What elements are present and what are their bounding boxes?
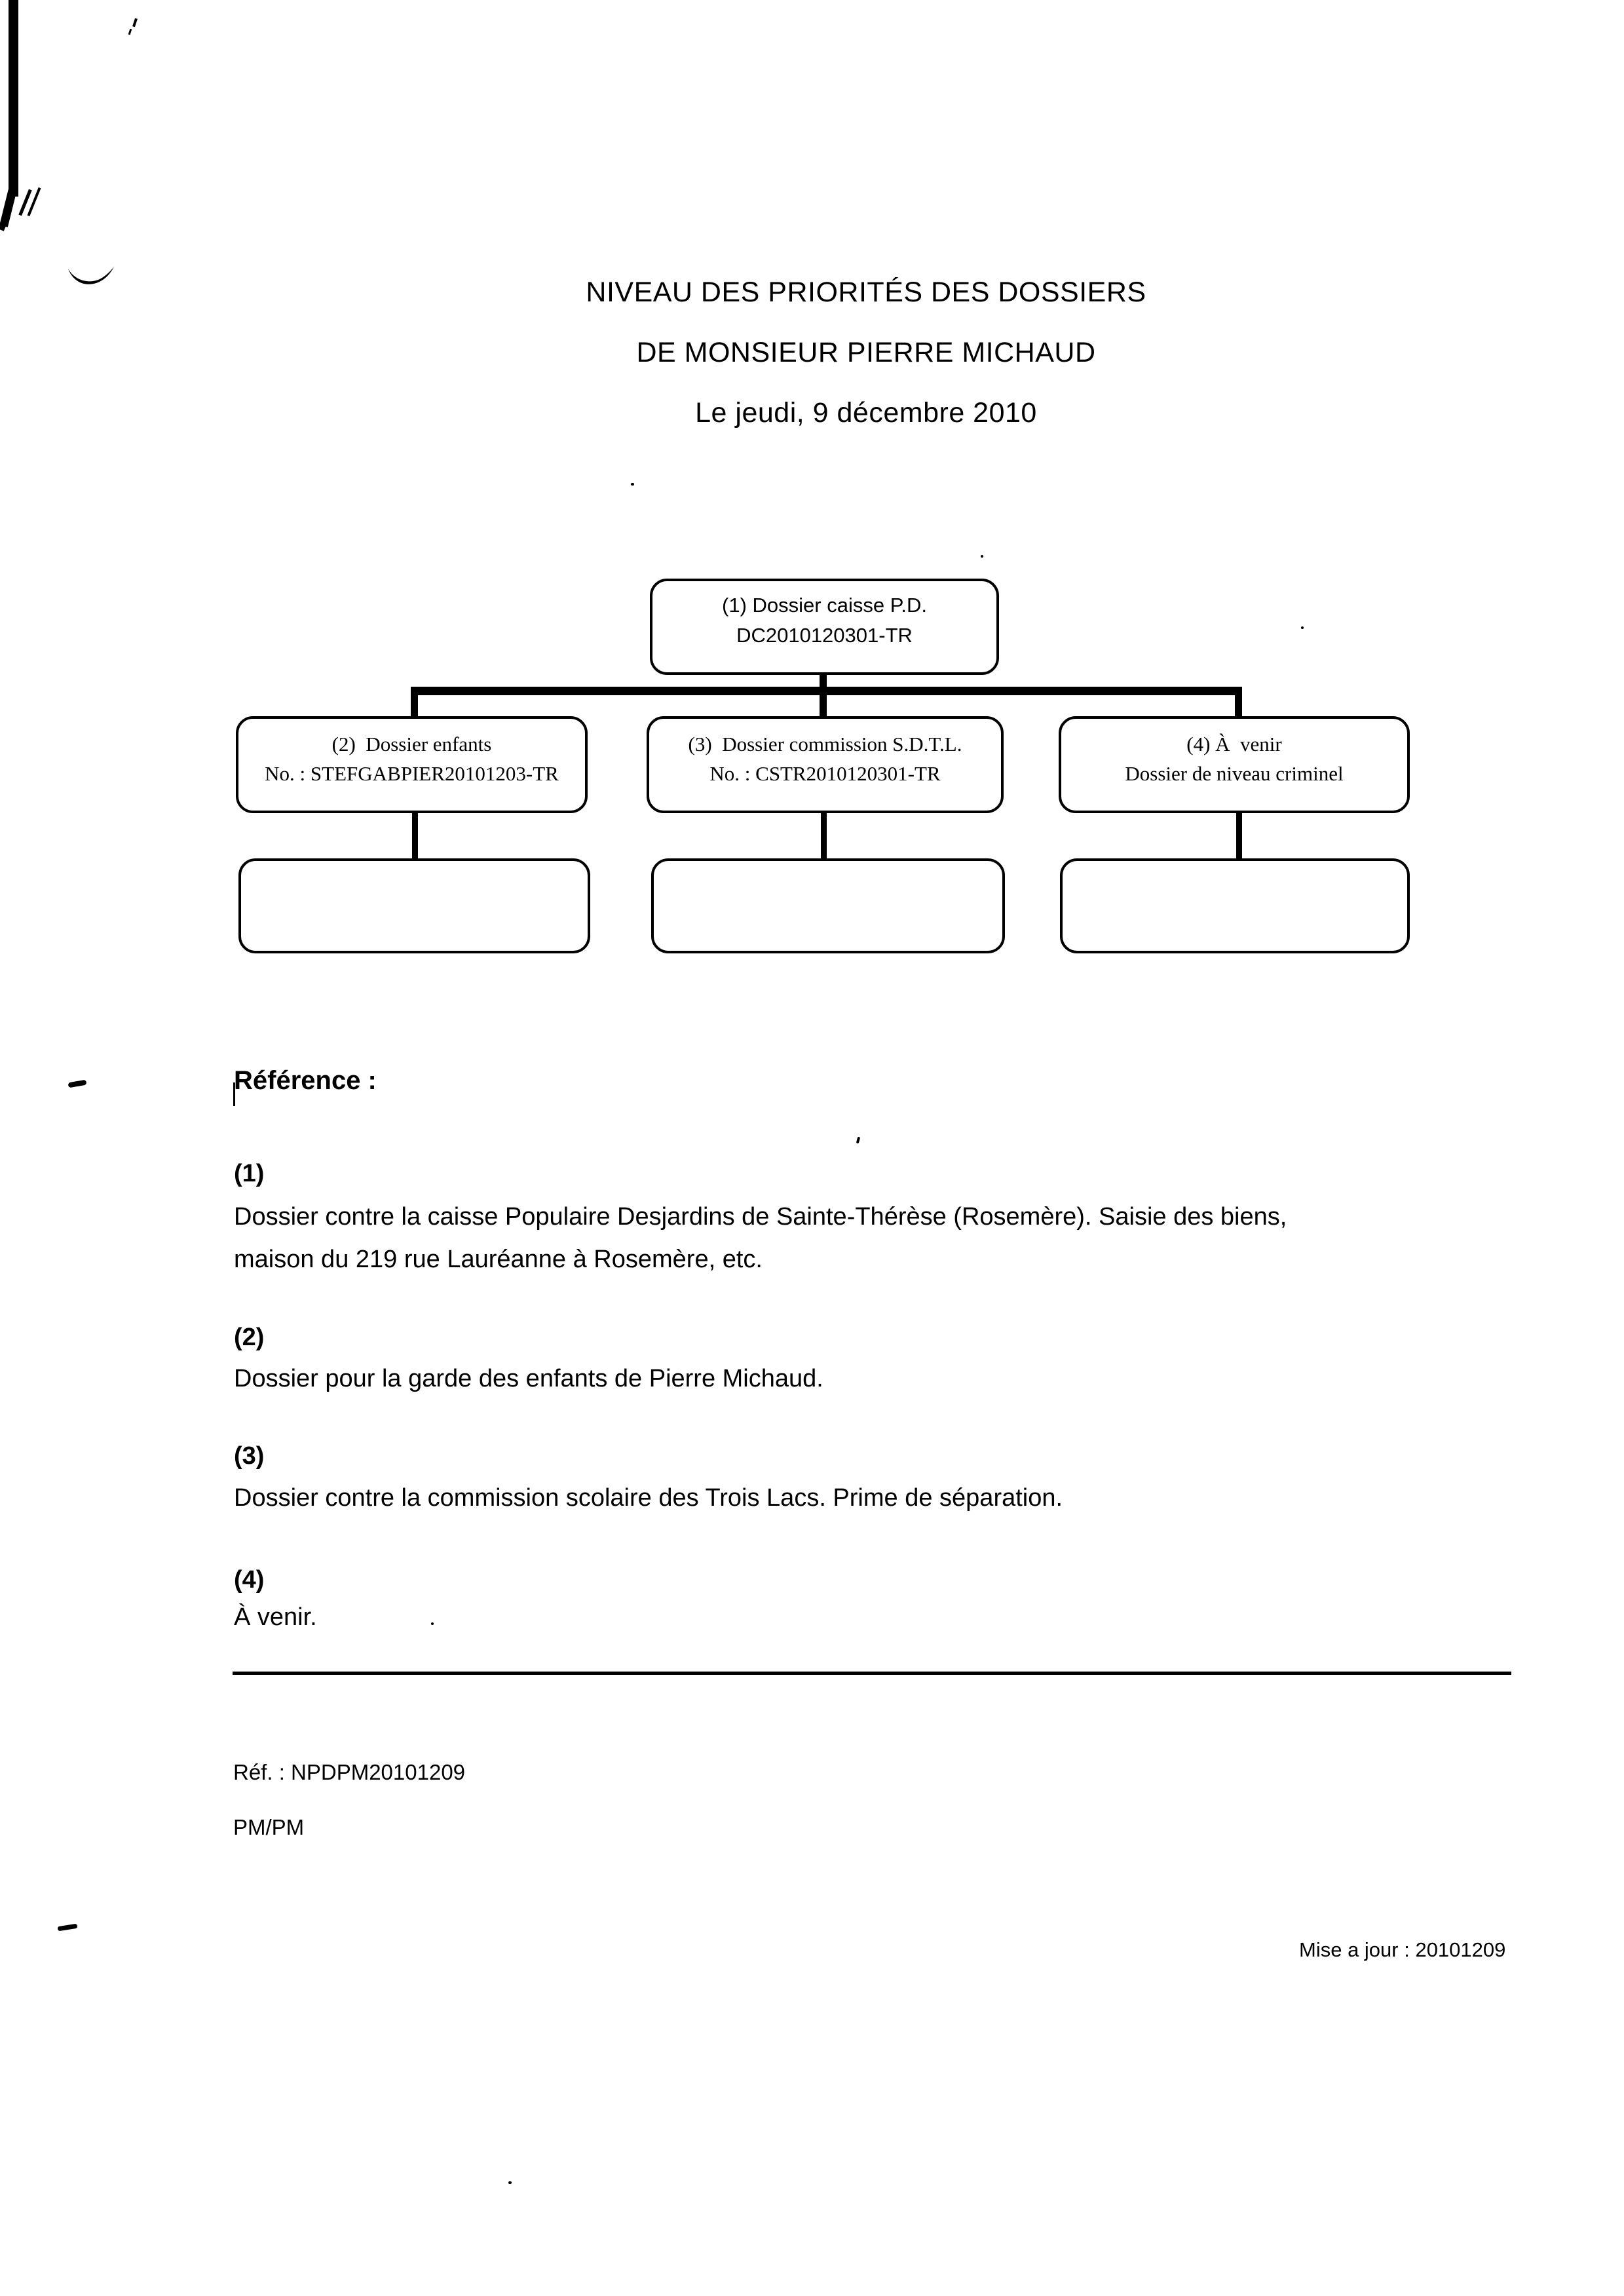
connector-stub-left bbox=[411, 693, 418, 718]
connector-stub-middle bbox=[820, 693, 827, 718]
scan-artifact-margin-dash bbox=[58, 1924, 78, 1932]
chart-node-4-title: (4) À venir bbox=[1186, 733, 1282, 756]
scan-artifact-tick bbox=[128, 29, 132, 35]
footer-reference-number: Réf. : NPDPM20101209 bbox=[233, 1760, 466, 1784]
scan-speck bbox=[431, 1622, 434, 1625]
reference-item-4-number: (4) bbox=[234, 1566, 265, 1594]
reference-item-2-text: Dossier pour la garde des enfants de Pierre Michaud. bbox=[234, 1365, 823, 1392]
scan-speck bbox=[1301, 626, 1304, 629]
scan-artifact-margin-dash bbox=[68, 1080, 87, 1088]
chart-node-1-title: (1) Dossier caisse P.D. bbox=[722, 594, 927, 617]
connector-drop-left bbox=[412, 812, 418, 860]
reference-item-1-text: maison du 219 rue Lauréanne à Rosemère, etc. bbox=[234, 1246, 763, 1273]
reference-item-3-text: Dossier contre la commission scolaire des Trois Lacs. Prime de séparation. bbox=[234, 1484, 1063, 1512]
reference-item-1-text: Dossier contre la caisse Populaire Desjardins de Sainte-Thérèse (Rosemère). Saisie des biens, bbox=[234, 1203, 1287, 1231]
scan-speck bbox=[631, 483, 634, 486]
chart-empty-node-left bbox=[238, 858, 590, 953]
scan-speck bbox=[856, 1137, 860, 1144]
chart-node-2-dossier-enfants bbox=[236, 716, 588, 813]
chart-empty-node-middle bbox=[651, 858, 1005, 953]
reference-heading: Référence : bbox=[234, 1066, 377, 1095]
scan-speck bbox=[981, 555, 983, 558]
chart-node-2-title: (2) Dossier enfants bbox=[331, 733, 492, 756]
scan-speck bbox=[508, 2181, 512, 2184]
chart-node-3-title: (3) Dossier commission S.D.T.L. bbox=[688, 733, 962, 756]
scan-artifact-tick bbox=[132, 18, 138, 28]
chart-node-4-a-venir bbox=[1059, 716, 1410, 813]
connector-drop-middle bbox=[821, 812, 827, 860]
reference-item-2-number: (2) bbox=[234, 1324, 265, 1351]
scan-artifact-checkmark-swoosh bbox=[68, 263, 115, 287]
chart-node-2-number: No. : STEFGABPIER20101203-TR bbox=[265, 762, 559, 785]
reference-item-1-number: (1) bbox=[234, 1160, 265, 1187]
title-line-3: Le jeudi, 9 décembre 2010 bbox=[695, 397, 1037, 429]
title-line-1: NIVEAU DES PRIORITÉS DES DOSSIERS bbox=[586, 277, 1146, 308]
scan-artifact-left-bar bbox=[9, 0, 18, 197]
footer-initials: PM/PM bbox=[233, 1815, 305, 1839]
reference-item-4-text: À venir. bbox=[234, 1603, 317, 1631]
chart-node-3-dossier-commission bbox=[647, 716, 1004, 813]
footer-divider-line bbox=[233, 1672, 1511, 1675]
chart-empty-node-right bbox=[1060, 858, 1410, 953]
reference-item-3-number: (3) bbox=[234, 1442, 265, 1470]
chart-node-3-number: No. : CSTR2010120301-TR bbox=[709, 762, 941, 785]
connector-drop-right bbox=[1236, 812, 1242, 860]
chart-node-1-dossier-caisse bbox=[650, 579, 999, 675]
footer-updated-date: Mise a jour : 20101209 bbox=[1299, 1938, 1506, 1961]
connector-stub-right bbox=[1235, 693, 1242, 718]
title-line-2: DE MONSIEUR PIERRE MICHAUD bbox=[636, 337, 1096, 368]
document-title bbox=[211, 262, 1521, 443]
chart-node-1-number: DC2010120301-TR bbox=[736, 624, 913, 647]
chart-node-4-subtitle: Dossier de niveau criminel bbox=[1125, 762, 1344, 785]
